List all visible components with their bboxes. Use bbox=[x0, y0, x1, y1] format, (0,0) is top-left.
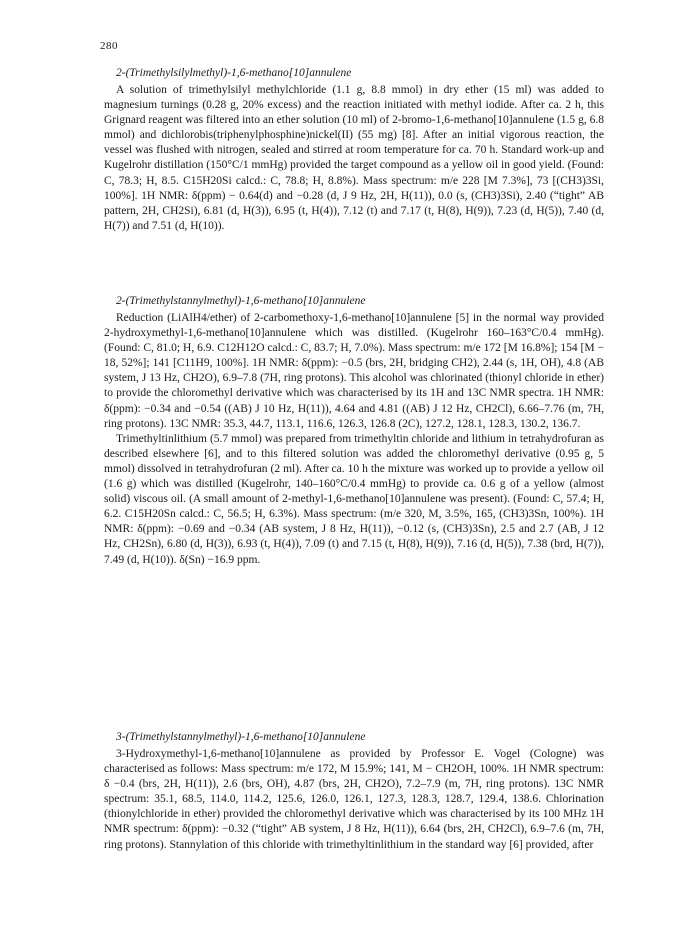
section-2-trimethylstannylmethyl bbox=[104, 294, 604, 568]
paragraph: Reduction (LiAlH4/ether) of 2-carbomethoxy-1,6-methano[10]annulene [5] in the normal way provided 2-hydroxymethyl-1,6-methano[10]annulene which was distilled. (Kugelrohr 160–163°C/0.4 mmHg). (Found: C, 81.0; H, 6.9. C12H12O calcd.: C, 83.7; H, 7.0%). Mass spectrum: m/e 172 [M 16.8%]; 154 [M − 18, 52%]; 141 [C11H9, 100%]. 1H NMR: δ(ppm): −0.5 (brs, 2H, bridging CH2), 2.44 (s, 1H, OH), 4.8 (AB system, J 13 Hz, CH2O), 6.9–7.8 (7H, ring protons). This alcohol was chlorinated (thionyl chloride in ether) to provide the chloromethyl derivative which was characterised by its 1H and 13C NMR spectra. 1H NMR: δ(ppm): −0.34 and −0.54 ((AB) J 10 Hz, H(11)), 4.64 and 4.81 ((AB) J 12 Hz, CH2Cl), 6.66–7.76 (m, 7H, ring protons). 13C NMR: 35.3, 44.7, 113.1, 116.6, 126.3, 126.8 (2C), 127.2, 128.1, 128.3, 130.2, 136.7. bbox=[104, 312, 604, 430]
section-trimethylsilylmethyl bbox=[104, 66, 604, 234]
page-number: 280 bbox=[100, 40, 118, 52]
paragraph: 3-Hydroxymethyl-1,6-methano[10]annulene as provided by Professor E. Vogel (Cologne) was characterised as follows: Mass spectrum: m/e 172, M 15.9%; 141, M − CH2OH, 100%. 1H NMR spectrum: δ −0.4 (brs, 2H, H(11)), 2.6 (brs, OH), 4.87 (brs, 2H, CH2O), 7.2–7.9 (m, 7H, ring protons). 13C NMR spectrum: 35.1, 68.5, 114.0, 114.2, 125.6, 126.0, 126.1, 127.3, 128.3, 128.7, 129.4, 138.6. Chlorination (thionylchloride in ether) provided the chloromethyl derivative which was characterised by its 100 MHz 1H NMR spectrum: δ(ppm): −0.32 (“tight” AB system, J 8 Hz, H(11)), 6.64 (brs, 2H, CH2Cl), 6.9–7.6 (m, 7H, ring protons). Stannylation of this chloride with trimethyltinlithium in the standard way [6] provided, after bbox=[104, 748, 604, 851]
paragraph: A solution of trimethylsilyl methylchloride (1.1 g, 8.8 mmol) in dry ether (15 ml) was added to magnesium turnings (0.28 g, 20% excess) and the reaction initiated with methyl iodide. After ca. 2 h, this Grignard reagent was filtered into an ether solution (10 ml) of 2-bromo-1,6-methano[10]annulene (1.5 g, 6.8 mmol) and dichlorobis(triphenylphosphine)nickel(II) (55 mg) [8]. After an initial vigorous reaction, the vessel was flushed with nitrogen, sealed and stirred at room temperature for ca. 70 h. Standard work-up and Kugelrohr distillation (150°C/1 mmHg) provided the target compound as a yellow oil in good yield. (Found: C, 78.3; H, 8.5. C15H20Si calcd.: C, 78.8; H, 8.8%). Mass spectrum: m/e 228 [M 7.3%], 73 [(CH3)3Si, 100%]. 1H NMR: δ(ppm) − 0.64(d) and −0.28 (d, J 9 Hz, 2H, H(11)), 0.0 (s, (CH3)3Si), 2.40 (“tight” AB pattern, 2H, CH2Si), 6.81 (d, H(3)), 6.95 (t, H(4)), 7.12 (t) and 7.17 (t, H(8), H(9)), 7.23 (d, H(5)), 7.40 (d, H(7)) and 7.51 (d, H(10)). bbox=[104, 84, 604, 232]
paragraph: Trimethyltinlithium (5.7 mmol) was prepared from trimethyltin chloride and lithium in tetrahydrofuran as described elsewhere [6], and to this filtered solution was added the chloromethyl derivative (0.95 g, 5 mmol) dissolved in tetrahydrofuran (2 ml). After ca. 10 h the mixture was worked up to provide a yellow oil (1.6 g) which was distilled (Kugelrohr, 140–160°C/0.4 mmHg) to provide ca. 0.6 g of a yellow (almost solid) viscous oil. (A small amount of 2-methyl-1,6-methano[10]annulene was present). (Found: C, 57.4; H, 6.2. C15H20Sn calcd.: C, 56.5; H, 6.3%). Mass spectrum: (m/e 320, M, 3.5%, 165, (CH3)3Sn, 100%). 1H NMR: δ(ppm): −0.69 and −0.34 (AB system, J 8 Hz, H(11)), −0.12 (s, (CH3)3Sn), 2.5 and 2.7 (AB, J 12 Hz, CH2Sn), 6.80 (d, H(3)), 6.93 (t, H(4)), 7.09 (t) and 7.15 (t, H(8), H(9)), 7.16 (d, H(5)), 7.38 (brd, H(7)), 7.49 (d, H(10)). δ(Sn) −16.9 ppm. bbox=[104, 432, 604, 566]
section-3-trimethylstannylmethyl bbox=[104, 730, 604, 853]
section-title: 3-(Trimethylstannylmethyl)-1,6-methano[10]annulene bbox=[116, 731, 366, 743]
section-title: 2-(Trimethylsilylmethyl)-1,6-methano[10]annulene bbox=[116, 67, 352, 79]
section-title: 2-(Trimethylstannylmethyl)-1,6-methano[10]annulene bbox=[116, 295, 366, 307]
